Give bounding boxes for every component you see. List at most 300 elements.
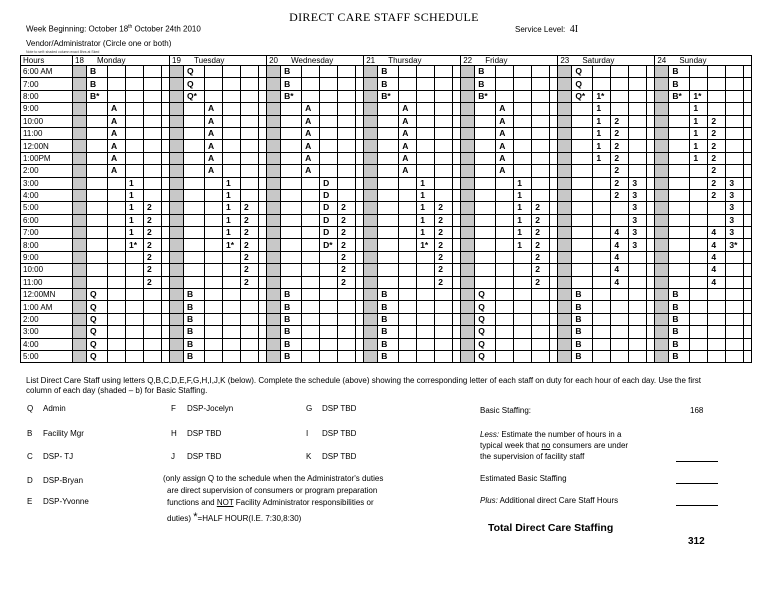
staff-cell[interactable]: B bbox=[184, 338, 205, 350]
staff-cell[interactable] bbox=[708, 313, 726, 325]
basic-staff-cell[interactable] bbox=[170, 189, 184, 201]
staff-cell[interactable]: 3 bbox=[629, 189, 647, 201]
staff-cell[interactable] bbox=[496, 177, 514, 189]
staff-cell[interactable] bbox=[647, 189, 655, 201]
staff-cell[interactable]: 4 bbox=[708, 227, 726, 239]
basic-staff-cell[interactable] bbox=[558, 301, 572, 313]
staff-cell[interactable] bbox=[162, 189, 170, 201]
basic-staff-cell[interactable] bbox=[267, 338, 281, 350]
basic-staff-cell[interactable] bbox=[267, 152, 281, 164]
staff-cell[interactable] bbox=[241, 140, 259, 152]
staff-cell[interactable] bbox=[281, 189, 302, 201]
staff-cell[interactable] bbox=[647, 338, 655, 350]
staff-cell[interactable] bbox=[532, 127, 550, 139]
basic-staff-cell[interactable] bbox=[461, 313, 475, 325]
staff-cell[interactable]: 1 bbox=[593, 115, 611, 127]
staff-cell[interactable] bbox=[647, 140, 655, 152]
staff-cell[interactable] bbox=[744, 313, 752, 325]
staff-cell[interactable] bbox=[399, 350, 417, 362]
staff-cell[interactable] bbox=[496, 66, 514, 78]
staff-cell[interactable] bbox=[514, 301, 532, 313]
staff-cell[interactable]: B bbox=[572, 338, 593, 350]
basic-staff-cell[interactable] bbox=[364, 78, 378, 90]
staff-cell[interactable] bbox=[356, 227, 364, 239]
staff-cell[interactable] bbox=[144, 177, 162, 189]
staff-cell[interactable] bbox=[259, 350, 267, 362]
staff-cell[interactable] bbox=[744, 338, 752, 350]
staff-cell[interactable] bbox=[417, 115, 435, 127]
staff-cell[interactable] bbox=[532, 338, 550, 350]
staff-cell[interactable] bbox=[320, 103, 338, 115]
staff-cell[interactable]: B* bbox=[475, 90, 496, 102]
basic-staff-cell[interactable] bbox=[267, 115, 281, 127]
staff-cell[interactable] bbox=[593, 189, 611, 201]
staff-cell[interactable] bbox=[629, 350, 647, 362]
staff-cell[interactable] bbox=[550, 189, 558, 201]
staff-cell[interactable] bbox=[475, 140, 496, 152]
staff-cell[interactable] bbox=[532, 289, 550, 301]
staff-cell[interactable] bbox=[726, 301, 744, 313]
staff-cell[interactable] bbox=[532, 313, 550, 325]
staff-cell[interactable] bbox=[550, 78, 558, 90]
staff-cell[interactable]: B bbox=[669, 66, 690, 78]
basic-staff-cell[interactable] bbox=[170, 103, 184, 115]
staff-cell[interactable]: 3 bbox=[629, 177, 647, 189]
staff-cell[interactable] bbox=[726, 78, 744, 90]
staff-cell[interactable] bbox=[647, 289, 655, 301]
staff-cell[interactable] bbox=[259, 90, 267, 102]
staff-cell[interactable]: B bbox=[378, 313, 399, 325]
staff-cell[interactable] bbox=[453, 251, 461, 263]
staff-cell[interactable] bbox=[669, 152, 690, 164]
staff-cell[interactable] bbox=[647, 313, 655, 325]
staff-cell[interactable]: 2 bbox=[708, 127, 726, 139]
staff-cell[interactable]: A bbox=[205, 152, 223, 164]
staff-cell[interactable]: 2 bbox=[144, 202, 162, 214]
staff-cell[interactable] bbox=[87, 264, 108, 276]
basic-staff-cell[interactable] bbox=[170, 78, 184, 90]
staff-cell[interactable] bbox=[223, 90, 241, 102]
staff-cell[interactable]: B* bbox=[378, 90, 399, 102]
staff-cell[interactable]: 1 bbox=[126, 177, 144, 189]
staff-cell[interactable] bbox=[241, 189, 259, 201]
basic-staff-cell[interactable] bbox=[461, 264, 475, 276]
staff-cell[interactable] bbox=[550, 177, 558, 189]
staff-cell[interactable] bbox=[475, 127, 496, 139]
staff-cell[interactable] bbox=[475, 177, 496, 189]
basic-staff-cell[interactable] bbox=[655, 165, 669, 177]
staff-cell[interactable] bbox=[162, 115, 170, 127]
staff-cell[interactable] bbox=[690, 338, 708, 350]
staff-cell[interactable] bbox=[453, 276, 461, 288]
staff-cell[interactable] bbox=[647, 239, 655, 251]
staff-cell[interactable] bbox=[126, 289, 144, 301]
staff-cell[interactable] bbox=[475, 202, 496, 214]
basic-staff-cell[interactable] bbox=[170, 177, 184, 189]
staff-cell[interactable]: B bbox=[378, 301, 399, 313]
staff-cell[interactable]: 3 bbox=[726, 177, 744, 189]
staff-cell[interactable] bbox=[223, 115, 241, 127]
staff-cell[interactable] bbox=[87, 140, 108, 152]
basic-staff-cell[interactable] bbox=[461, 289, 475, 301]
staff-cell[interactable] bbox=[435, 313, 453, 325]
staff-cell[interactable] bbox=[356, 90, 364, 102]
staff-cell[interactable] bbox=[532, 350, 550, 362]
staff-cell[interactable] bbox=[647, 301, 655, 313]
staff-cell[interactable] bbox=[378, 189, 399, 201]
staff-cell[interactable] bbox=[453, 301, 461, 313]
staff-cell[interactable] bbox=[550, 338, 558, 350]
staff-cell[interactable]: 4 bbox=[611, 264, 629, 276]
staff-cell[interactable]: A bbox=[302, 140, 320, 152]
staff-cell[interactable] bbox=[144, 165, 162, 177]
staff-cell[interactable] bbox=[126, 152, 144, 164]
staff-cell[interactable] bbox=[259, 202, 267, 214]
basic-staff-cell[interactable] bbox=[73, 289, 87, 301]
staff-cell[interactable] bbox=[647, 276, 655, 288]
basic-staff-cell[interactable] bbox=[170, 313, 184, 325]
staff-cell[interactable] bbox=[205, 264, 223, 276]
basic-staff-cell[interactable] bbox=[170, 115, 184, 127]
staff-cell[interactable] bbox=[629, 313, 647, 325]
staff-cell[interactable] bbox=[629, 127, 647, 139]
staff-cell[interactable] bbox=[356, 251, 364, 263]
staff-cell[interactable] bbox=[475, 103, 496, 115]
staff-cell[interactable] bbox=[108, 264, 126, 276]
basic-staff-cell[interactable] bbox=[558, 177, 572, 189]
staff-cell[interactable] bbox=[184, 127, 205, 139]
staff-cell[interactable] bbox=[320, 276, 338, 288]
staff-cell[interactable]: Q bbox=[475, 350, 496, 362]
staff-cell[interactable] bbox=[399, 189, 417, 201]
basic-staff-cell[interactable] bbox=[364, 140, 378, 152]
staff-cell[interactable] bbox=[223, 264, 241, 276]
staff-cell[interactable] bbox=[744, 127, 752, 139]
basic-staff-cell[interactable] bbox=[558, 251, 572, 263]
staff-cell[interactable] bbox=[611, 326, 629, 338]
staff-cell[interactable]: 4 bbox=[611, 251, 629, 263]
staff-cell[interactable] bbox=[417, 313, 435, 325]
staff-cell[interactable] bbox=[302, 214, 320, 226]
staff-cell[interactable] bbox=[453, 103, 461, 115]
staff-cell[interactable] bbox=[320, 66, 338, 78]
staff-cell[interactable] bbox=[435, 165, 453, 177]
staff-cell[interactable]: B bbox=[669, 289, 690, 301]
staff-cell[interactable] bbox=[435, 78, 453, 90]
staff-cell[interactable] bbox=[302, 66, 320, 78]
staff-cell[interactable] bbox=[744, 301, 752, 313]
staff-cell[interactable] bbox=[87, 152, 108, 164]
staff-cell[interactable] bbox=[205, 189, 223, 201]
staff-cell[interactable] bbox=[514, 264, 532, 276]
staff-cell[interactable] bbox=[356, 202, 364, 214]
staff-cell[interactable] bbox=[744, 264, 752, 276]
basic-staff-cell[interactable] bbox=[170, 202, 184, 214]
staff-cell[interactable] bbox=[647, 177, 655, 189]
basic-staff-cell[interactable] bbox=[73, 350, 87, 362]
staff-cell[interactable] bbox=[223, 289, 241, 301]
staff-cell[interactable] bbox=[593, 276, 611, 288]
staff-cell[interactable] bbox=[162, 214, 170, 226]
staff-cell[interactable] bbox=[356, 264, 364, 276]
staff-cell[interactable]: 2 bbox=[338, 251, 356, 263]
staff-cell[interactable] bbox=[378, 251, 399, 263]
basic-staff-cell[interactable] bbox=[267, 276, 281, 288]
staff-cell[interactable] bbox=[417, 165, 435, 177]
staff-cell[interactable] bbox=[744, 115, 752, 127]
staff-cell[interactable] bbox=[205, 78, 223, 90]
staff-cell[interactable] bbox=[338, 189, 356, 201]
basic-staff-cell[interactable] bbox=[558, 289, 572, 301]
basic-staff-cell[interactable] bbox=[655, 177, 669, 189]
staff-cell[interactable]: A bbox=[399, 103, 417, 115]
staff-cell[interactable] bbox=[241, 115, 259, 127]
basic-staff-cell[interactable] bbox=[461, 152, 475, 164]
staff-cell[interactable]: B bbox=[281, 289, 302, 301]
staff-cell[interactable] bbox=[302, 90, 320, 102]
staff-cell[interactable] bbox=[726, 90, 744, 102]
staff-cell[interactable]: B bbox=[281, 313, 302, 325]
staff-cell[interactable] bbox=[378, 103, 399, 115]
staff-cell[interactable]: B bbox=[184, 326, 205, 338]
staff-cell[interactable] bbox=[184, 140, 205, 152]
staff-cell[interactable]: 1 bbox=[593, 140, 611, 152]
basic-staff-cell[interactable] bbox=[364, 115, 378, 127]
staff-cell[interactable] bbox=[417, 276, 435, 288]
staff-cell[interactable]: 2 bbox=[708, 115, 726, 127]
staff-cell[interactable] bbox=[496, 90, 514, 102]
staff-cell[interactable] bbox=[320, 140, 338, 152]
basic-staff-cell[interactable] bbox=[364, 103, 378, 115]
staff-cell[interactable]: 1 bbox=[126, 202, 144, 214]
staff-cell[interactable]: Q bbox=[87, 289, 108, 301]
staff-cell[interactable] bbox=[162, 326, 170, 338]
staff-cell[interactable] bbox=[532, 326, 550, 338]
staff-cell[interactable] bbox=[690, 264, 708, 276]
staff-cell[interactable] bbox=[417, 78, 435, 90]
staff-cell[interactable]: A bbox=[302, 165, 320, 177]
basic-staff-cell[interactable] bbox=[267, 289, 281, 301]
staff-cell[interactable]: 1 bbox=[690, 140, 708, 152]
staff-cell[interactable] bbox=[726, 127, 744, 139]
staff-cell[interactable] bbox=[453, 115, 461, 127]
staff-cell[interactable] bbox=[744, 239, 752, 251]
staff-cell[interactable] bbox=[320, 264, 338, 276]
staff-cell[interactable]: 2 bbox=[144, 227, 162, 239]
staff-cell[interactable]: 1 bbox=[593, 127, 611, 139]
basic-staff-cell[interactable] bbox=[364, 251, 378, 263]
staff-cell[interactable] bbox=[744, 189, 752, 201]
basic-staff-cell[interactable] bbox=[267, 239, 281, 251]
staff-cell[interactable] bbox=[399, 177, 417, 189]
staff-cell[interactable] bbox=[435, 189, 453, 201]
staff-cell[interactable] bbox=[338, 152, 356, 164]
staff-cell[interactable] bbox=[126, 301, 144, 313]
staff-cell[interactable] bbox=[532, 189, 550, 201]
staff-cell[interactable] bbox=[550, 103, 558, 115]
staff-cell[interactable] bbox=[726, 251, 744, 263]
staff-cell[interactable]: Q bbox=[572, 78, 593, 90]
staff-cell[interactable] bbox=[241, 152, 259, 164]
basic-staff-cell[interactable] bbox=[364, 301, 378, 313]
less-answer-line[interactable] bbox=[676, 461, 718, 462]
staff-cell[interactable] bbox=[162, 90, 170, 102]
staff-cell[interactable] bbox=[744, 326, 752, 338]
basic-staff-cell[interactable] bbox=[170, 214, 184, 226]
staff-cell[interactable]: B bbox=[669, 78, 690, 90]
basic-staff-cell[interactable] bbox=[73, 78, 87, 90]
staff-cell[interactable] bbox=[572, 276, 593, 288]
staff-cell[interactable] bbox=[302, 326, 320, 338]
basic-staff-cell[interactable] bbox=[461, 202, 475, 214]
staff-cell[interactable] bbox=[532, 78, 550, 90]
staff-cell[interactable] bbox=[205, 214, 223, 226]
staff-cell[interactable] bbox=[338, 338, 356, 350]
staff-cell[interactable] bbox=[708, 326, 726, 338]
basic-staff-cell[interactable] bbox=[461, 127, 475, 139]
staff-cell[interactable]: 1 bbox=[223, 202, 241, 214]
staff-cell[interactable] bbox=[259, 115, 267, 127]
staff-cell[interactable]: 2 bbox=[241, 251, 259, 263]
staff-cell[interactable] bbox=[726, 66, 744, 78]
staff-cell[interactable] bbox=[453, 66, 461, 78]
staff-cell[interactable] bbox=[514, 313, 532, 325]
staff-cell[interactable] bbox=[205, 90, 223, 102]
staff-cell[interactable] bbox=[184, 115, 205, 127]
staff-cell[interactable]: 1 bbox=[126, 214, 144, 226]
staff-cell[interactable] bbox=[453, 350, 461, 362]
basic-staff-cell[interactable] bbox=[461, 90, 475, 102]
staff-cell[interactable] bbox=[399, 326, 417, 338]
staff-cell[interactable] bbox=[435, 338, 453, 350]
basic-staff-cell[interactable] bbox=[655, 251, 669, 263]
staff-cell[interactable]: 2 bbox=[338, 276, 356, 288]
staff-cell[interactable] bbox=[184, 152, 205, 164]
staff-cell[interactable]: 2 bbox=[338, 239, 356, 251]
staff-cell[interactable] bbox=[126, 103, 144, 115]
basic-staff-cell[interactable] bbox=[73, 189, 87, 201]
staff-cell[interactable] bbox=[223, 66, 241, 78]
staff-cell[interactable] bbox=[108, 239, 126, 251]
staff-cell[interactable] bbox=[629, 115, 647, 127]
staff-cell[interactable] bbox=[744, 251, 752, 263]
staff-cell[interactable]: A bbox=[496, 127, 514, 139]
staff-cell[interactable]: 2 bbox=[532, 214, 550, 226]
staff-cell[interactable] bbox=[417, 66, 435, 78]
staff-cell[interactable]: Q bbox=[475, 326, 496, 338]
basic-staff-cell[interactable] bbox=[461, 115, 475, 127]
basic-staff-cell[interactable] bbox=[364, 189, 378, 201]
staff-cell[interactable]: B bbox=[572, 326, 593, 338]
basic-staff-cell[interactable] bbox=[655, 313, 669, 325]
staff-cell[interactable] bbox=[496, 227, 514, 239]
basic-staff-cell[interactable] bbox=[655, 264, 669, 276]
basic-staff-cell[interactable] bbox=[461, 189, 475, 201]
staff-cell[interactable]: B bbox=[184, 289, 205, 301]
staff-cell[interactable]: B bbox=[281, 338, 302, 350]
basic-staff-cell[interactable] bbox=[364, 338, 378, 350]
staff-cell[interactable]: 2 bbox=[708, 140, 726, 152]
staff-cell[interactable]: 1 bbox=[223, 177, 241, 189]
staff-cell[interactable] bbox=[108, 90, 126, 102]
staff-cell[interactable] bbox=[320, 152, 338, 164]
staff-cell[interactable] bbox=[669, 177, 690, 189]
staff-cell[interactable] bbox=[205, 227, 223, 239]
staff-cell[interactable] bbox=[744, 78, 752, 90]
staff-cell[interactable] bbox=[550, 313, 558, 325]
staff-cell[interactable]: 3* bbox=[726, 239, 744, 251]
staff-cell[interactable] bbox=[241, 350, 259, 362]
basic-staff-cell[interactable] bbox=[364, 350, 378, 362]
staff-cell[interactable] bbox=[259, 127, 267, 139]
staff-cell[interactable] bbox=[259, 78, 267, 90]
staff-cell[interactable] bbox=[302, 264, 320, 276]
staff-cell[interactable] bbox=[356, 103, 364, 115]
staff-cell[interactable] bbox=[205, 66, 223, 78]
staff-cell[interactable] bbox=[572, 189, 593, 201]
staff-cell[interactable]: 2 bbox=[532, 227, 550, 239]
staff-cell[interactable] bbox=[320, 90, 338, 102]
basic-staff-cell[interactable] bbox=[655, 276, 669, 288]
basic-staff-cell[interactable] bbox=[73, 313, 87, 325]
staff-cell[interactable]: 2 bbox=[532, 276, 550, 288]
staff-cell[interactable] bbox=[629, 264, 647, 276]
staff-cell[interactable] bbox=[593, 251, 611, 263]
staff-cell[interactable] bbox=[259, 239, 267, 251]
staff-cell[interactable] bbox=[126, 350, 144, 362]
staff-cell[interactable]: 1 bbox=[514, 189, 532, 201]
staff-cell[interactable] bbox=[744, 177, 752, 189]
staff-cell[interactable] bbox=[162, 140, 170, 152]
staff-cell[interactable] bbox=[435, 115, 453, 127]
staff-cell[interactable] bbox=[708, 103, 726, 115]
staff-cell[interactable] bbox=[241, 78, 259, 90]
staff-cell[interactable]: 2 bbox=[532, 264, 550, 276]
staff-cell[interactable] bbox=[550, 350, 558, 362]
staff-cell[interactable] bbox=[259, 326, 267, 338]
basic-staff-cell[interactable] bbox=[655, 326, 669, 338]
staff-cell[interactable] bbox=[690, 251, 708, 263]
staff-cell[interactable] bbox=[435, 301, 453, 313]
basic-staff-cell[interactable] bbox=[170, 276, 184, 288]
staff-cell[interactable]: 1 bbox=[690, 152, 708, 164]
staff-cell[interactable] bbox=[338, 140, 356, 152]
staff-cell[interactable]: 2 bbox=[241, 239, 259, 251]
staff-cell[interactable] bbox=[241, 301, 259, 313]
staff-cell[interactable] bbox=[514, 165, 532, 177]
staff-cell[interactable]: B bbox=[572, 301, 593, 313]
staff-cell[interactable]: B bbox=[378, 350, 399, 362]
staff-cell[interactable] bbox=[144, 350, 162, 362]
staff-cell[interactable] bbox=[690, 214, 708, 226]
basic-staff-cell[interactable] bbox=[461, 214, 475, 226]
staff-cell[interactable] bbox=[108, 301, 126, 313]
staff-cell[interactable] bbox=[378, 214, 399, 226]
estimated-answer-line[interactable] bbox=[676, 483, 718, 484]
staff-cell[interactable] bbox=[356, 177, 364, 189]
staff-cell[interactable]: D bbox=[320, 189, 338, 201]
staff-cell[interactable] bbox=[690, 189, 708, 201]
staff-cell[interactable] bbox=[572, 152, 593, 164]
staff-cell[interactable] bbox=[162, 264, 170, 276]
staff-cell[interactable] bbox=[184, 239, 205, 251]
staff-cell[interactable] bbox=[356, 115, 364, 127]
staff-cell[interactable] bbox=[184, 103, 205, 115]
staff-cell[interactable]: 1* bbox=[690, 90, 708, 102]
staff-cell[interactable] bbox=[259, 103, 267, 115]
staff-cell[interactable] bbox=[435, 326, 453, 338]
staff-cell[interactable] bbox=[302, 177, 320, 189]
